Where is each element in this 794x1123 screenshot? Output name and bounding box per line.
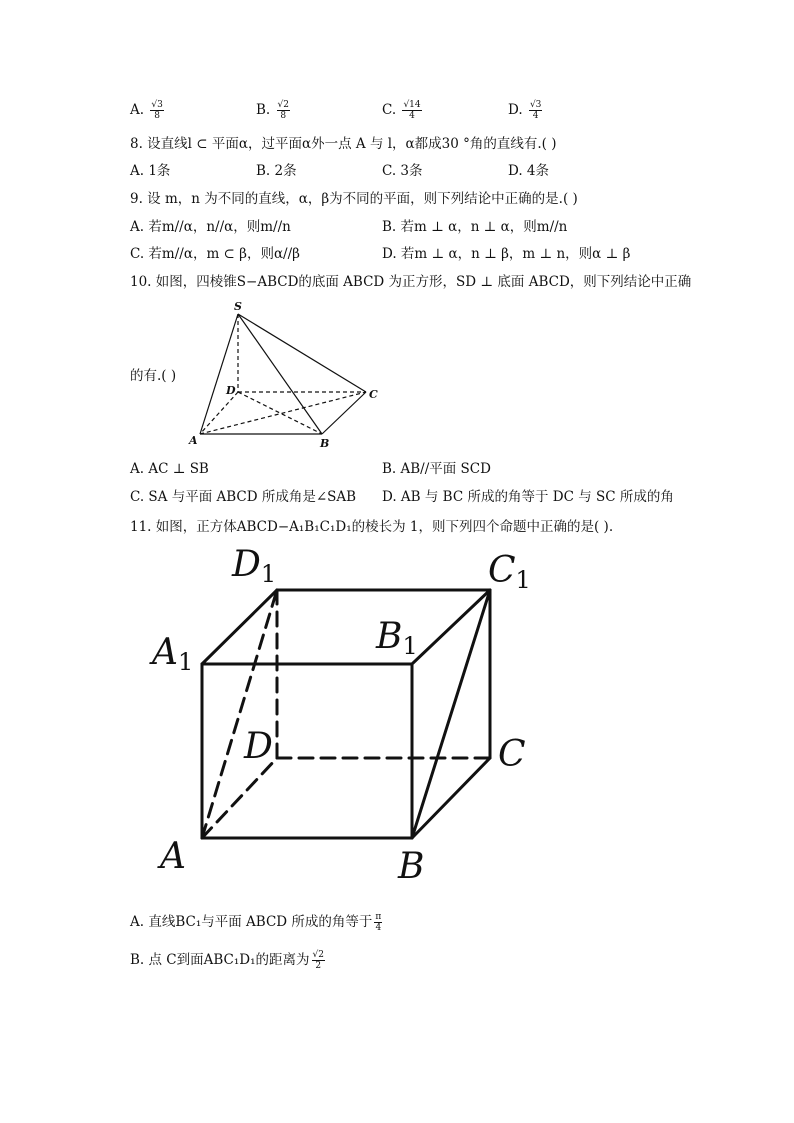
denominator: 2 bbox=[315, 961, 322, 971]
label-c: C bbox=[369, 388, 378, 401]
q7-option-a bbox=[130, 100, 164, 121]
edge-sc bbox=[238, 314, 366, 392]
numerator: √2 bbox=[277, 100, 289, 110]
q9-stem: 9. 设 m，n 为不同的直线，α，β为不同的平面，则下列结论中正确的是.( ) bbox=[130, 191, 578, 207]
edge-da bbox=[200, 392, 238, 434]
pyramid-figure bbox=[186, 298, 386, 450]
label-b1: B1 bbox=[376, 616, 418, 660]
edge-bc bbox=[322, 392, 366, 434]
edge-sa bbox=[200, 314, 238, 434]
fraction bbox=[312, 950, 325, 971]
denominator: 4 bbox=[409, 111, 415, 121]
q11-option-a bbox=[130, 912, 382, 933]
label-s: S bbox=[234, 300, 242, 313]
label-a: A bbox=[189, 434, 198, 447]
q8-option-b: B. 2条 bbox=[256, 163, 297, 179]
q8-option-d: D. 4条 bbox=[508, 163, 550, 179]
option-label: C. bbox=[382, 102, 397, 118]
denominator: 8 bbox=[280, 111, 287, 121]
diagonal-ac bbox=[200, 392, 366, 434]
fraction bbox=[277, 100, 290, 121]
fraction bbox=[529, 100, 542, 121]
denominator: 4 bbox=[375, 923, 382, 933]
option-text: A. 直线BC₁与平面 ABCD 所成的角等于 bbox=[130, 914, 373, 930]
q9-option-d: D. 若m ⊥ α，n ⊥ β，m ⊥ n，则α ⊥ β bbox=[382, 246, 631, 262]
denominator: 4 bbox=[532, 111, 539, 121]
q9-option-c: C. 若m//α，m ⊂ β，则α//β bbox=[130, 246, 300, 262]
option-label: B. bbox=[256, 102, 271, 118]
q8-option-c: C. 3条 bbox=[382, 163, 423, 179]
label-a: A bbox=[160, 836, 186, 877]
q11-stem: 11. 如图，正方体ABCD−A₁B₁C₁D₁的棱长为 1，则下列四个命题中正确的是( ). bbox=[130, 519, 614, 535]
q10-option-c: C. SA 与平面 ABCD 所成角是∠SAB bbox=[130, 489, 357, 505]
numerator: π bbox=[375, 912, 382, 922]
label-b: B bbox=[398, 846, 425, 887]
label-c: C bbox=[498, 734, 526, 775]
denominator: 8 bbox=[154, 111, 160, 121]
option-label: A. bbox=[130, 102, 145, 118]
q8-option-a: A. 1条 bbox=[130, 163, 171, 179]
label-d: D bbox=[226, 384, 236, 397]
label-c1: C1 bbox=[488, 550, 531, 594]
label-d: D bbox=[244, 726, 273, 767]
q10-stem: 10. 如图，四棱锥S−ABCD的底面 ABCD 为正方形，SD ⊥ 底面 ABCD，则下列结论中正确 bbox=[130, 274, 692, 290]
option-label: D. bbox=[508, 102, 523, 118]
label-a1: A1 bbox=[152, 632, 194, 676]
q10-option-a: A. AC ⊥ SB bbox=[130, 461, 209, 477]
option-text: B. 点 C到面ABC₁D₁的距离为 bbox=[130, 952, 310, 968]
numerator: √3 bbox=[151, 100, 163, 110]
q9-option-b: B. 若m ⊥ α，n ⊥ α，则m//n bbox=[382, 219, 568, 235]
q10-option-d: D. AB 与 BC 所成的角等于 DC 与 SC 所成的角 bbox=[382, 489, 674, 505]
q10-stem-continued: 的有.( ) bbox=[130, 368, 177, 384]
numerator: √3 bbox=[529, 100, 542, 110]
numerator: √2 bbox=[312, 950, 324, 960]
q10-option-b: B. AB//平面 SCD bbox=[382, 461, 491, 477]
q7-option-c bbox=[382, 100, 422, 121]
cube-figure bbox=[140, 540, 560, 890]
q11-option-b bbox=[130, 950, 325, 971]
q7-option-d bbox=[508, 100, 542, 121]
q7-option-b bbox=[256, 100, 290, 121]
label-d1: D1 bbox=[232, 544, 277, 588]
fraction bbox=[402, 100, 421, 121]
diagonal-db bbox=[238, 392, 322, 434]
edge-sb bbox=[238, 314, 322, 434]
label-b: B bbox=[320, 437, 330, 450]
q8-stem: 8. 设直线l ⊂ 平面α，过平面α外一点 A 与 l，α都成30 °角的直线有.( ) bbox=[130, 136, 557, 152]
fraction bbox=[374, 912, 382, 933]
q9-option-a: A. 若m//α，n//α，则m//n bbox=[130, 219, 291, 235]
edge-ad bbox=[202, 758, 277, 838]
fraction bbox=[150, 100, 163, 121]
numerator: √14 bbox=[403, 100, 421, 110]
